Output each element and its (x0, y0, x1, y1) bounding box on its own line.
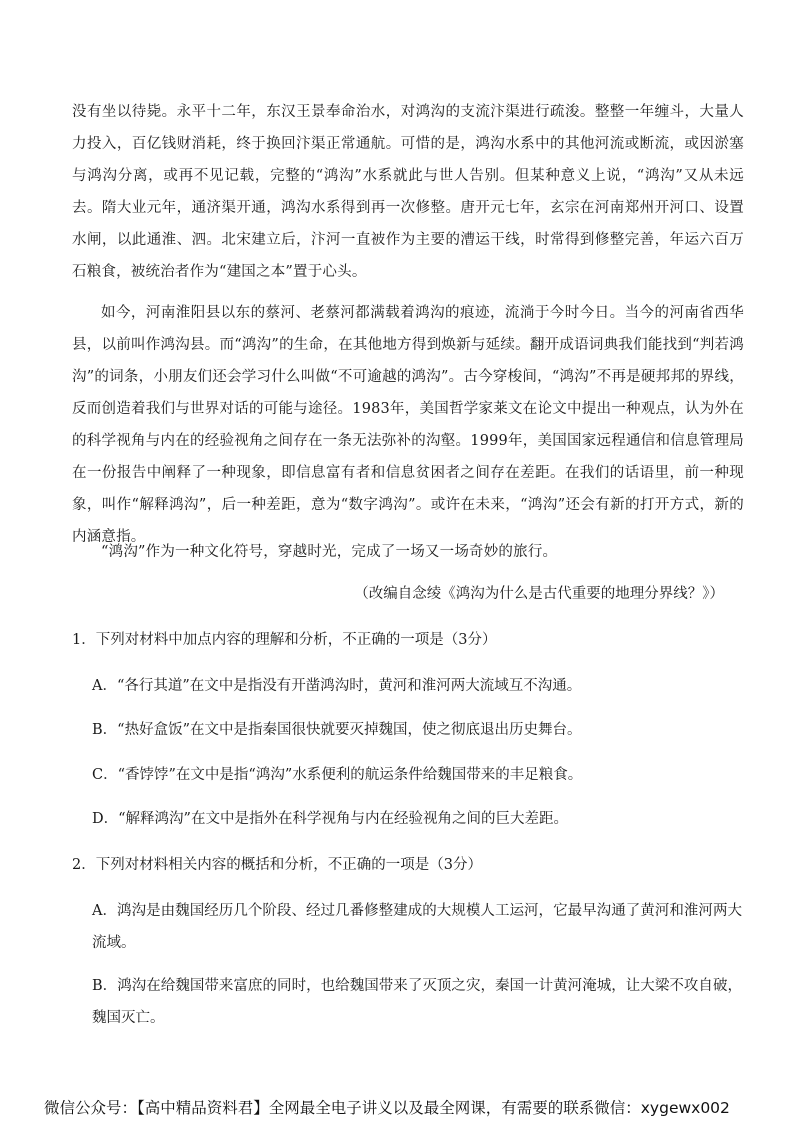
passage-paragraph: 如今，河南淮阳县以东的蔡河、老蔡河都满载着鸿沟的痕迹，流淌于今时今日。当今的河南省西华县，以前叫作鸿沟县。而“鸿沟”的生命，在其他地方得到焕新与延续。翻开成语词典我们能找到“判若鸿沟”的词条，小朋友们还会学习什么叫做“不可逾越的鸿沟”。古今穿梭间，“鸿沟”不再是硬邦邦的界线，反而创造着我们与世界对话的可能与途径。1983年，美国哲学家莱文在论文中提出一种观点，认为外在的科学视角与内在的经验视角之间存在一条无法弥补的沟壑。1999年，美国国家远程通信和信息管理局在一份报告中阐释了一种现象，即信息富有者和信息贫困者之间存在差距。在我们的话语里，前一种现象，叫作“解释鸿沟”，后一种差距，意为“数字鸿沟”。或许在未来，“鸿沟”还会有新的打开方式，新的内涵意指。 (72, 305, 744, 545)
question-option: C．“香饽饽”在文中是指“鸿沟”水系便利的航运条件给魏国带来的丰足粮食。 (92, 767, 583, 783)
passage-paragraph: “鸿沟”作为一种文化符号，穿越时光，完成了一场又一场奇妙的旅行。 (101, 544, 558, 560)
question-option: B．“热好盒饭”在文中是指秦国很快就要灭掉魏国，使之彻底退出历史舞台。 (92, 722, 582, 738)
question-option: A．“各行其道”在文中是指没有开凿鸿沟时，黄河和淮河两大流域互不沟通。 (92, 678, 582, 694)
footer-watermark: 微信公众号：【高中精品资料君】全网最全电子讲义以及最全网课，有需要的联系微信：xygewx002 (44, 1099, 730, 1117)
passage-paragraph: 没有坐以待毙。永平十二年，东汉王景奉命治水，对鸿沟的支流汴渠进行疏浚。整整一年缠斗，大量人力投入，百亿钱财消耗，终于换回汴渠正常通航。可惜的是，鸿沟水系中的其他河流或断流，或因淤塞与鸿沟分离，或再不见记载，完整的“鸿沟”水系就此与世人告别。但某种意义上说，“鸿沟”又从未远去。隋大业元年，通济渠开通，鸿沟水系得到再一次修整。唐开元七年，玄宗在河南郑州开河口、设置水闸，以此通淮、泗。北宋建立后，汴河一直被作为主要的漕运干线，时常得到修整完善，年运六百万石粮食，被统治者作为“建国之本”置于心头。 (72, 104, 744, 280)
question-option: A．鸿沟是由魏国经历几个阶段、经过几番修整建成的大规模人工运河，它最早沟通了黄河和淮河两大流域。 (92, 903, 742, 951)
passage-source: （改编自念绫《鸿沟为什么是古代重要的地理分界线？》） (354, 586, 724, 602)
question-stem: 2．下列对材料相关内容的概括和分析，不正确的一项是（3分） (72, 857, 482, 873)
question-option: B．鸿沟在给魏国带来富庶的同时，也给魏国带来了灭顶之灾，秦国一计黄河淹城，让大梁不攻自破，魏国灭亡。 (92, 978, 742, 1026)
question-option: D．“解释鸿沟”在文中是指外在科学视角与内在经验视角之间的巨大差距。 (92, 811, 568, 827)
question-stem: 1．下列对材料中加点内容的理解和分析，不正确的一项是（3分） (72, 632, 497, 648)
